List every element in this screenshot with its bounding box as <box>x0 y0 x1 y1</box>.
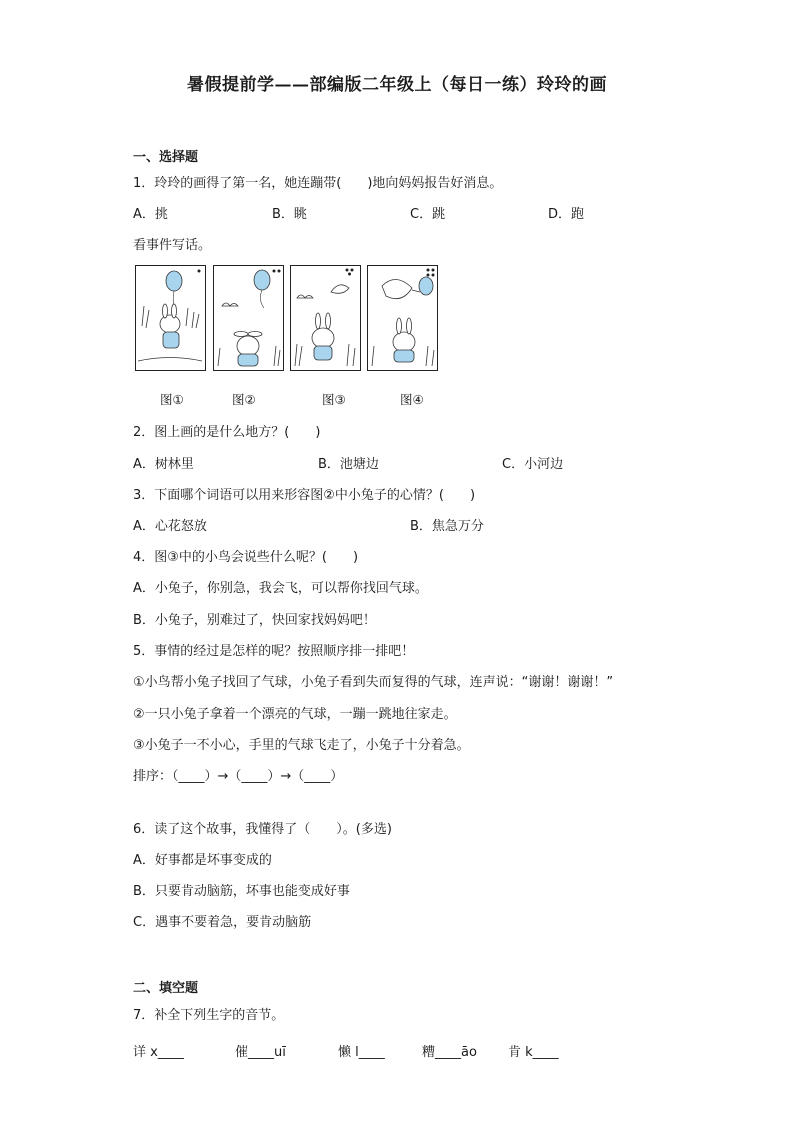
question-3-option-b: B．焦急万分 <box>410 519 484 534</box>
pinyin-blank-2[interactable]: 催____uī <box>235 1045 286 1060</box>
picture-panel-1 <box>135 265 206 371</box>
pinyin-blank-5[interactable]: 肯 k____ <box>508 1045 559 1060</box>
pinyin-blank-1[interactable]: 详 x____ <box>133 1045 184 1060</box>
story-pictures <box>135 265 445 375</box>
picture-panel-4 <box>367 265 438 371</box>
bird-returns-balloon-illustration <box>368 266 436 369</box>
question-6-option-b: B．只要肯动脑筋，坏事也能变成好事 <box>133 884 350 899</box>
picture-panel-3 <box>290 265 361 371</box>
question-1-option-d: D．跑 <box>548 207 585 222</box>
figure-caption-3: 图③ <box>322 392 346 407</box>
question-1-option-a: A．挑 <box>133 207 168 222</box>
question-2-option-c: C．小河边 <box>502 457 564 472</box>
question-1-option-b: B．眺 <box>272 207 307 222</box>
question-6-option-a: A．好事都是坏事变成的 <box>133 853 272 868</box>
question-4-option-b: B．小兔子，别难过了，快回家找妈妈吧！ <box>133 613 376 628</box>
page-title: 暑假提前学——部编版二年级上（每日一练）玲玲的画 <box>187 75 607 95</box>
question-7-stem: 7．补全下列生字的音节。 <box>133 1008 285 1023</box>
picture-panel-2 <box>213 265 284 371</box>
figure-caption-2: 图② <box>232 392 256 407</box>
question-4-option-a: A．小兔子，你别急，我会飞，可以帮你找回气球。 <box>133 581 428 596</box>
pinyin-blank-4[interactable]: 糟____āo <box>422 1045 477 1060</box>
question-2-option-b: B．池塘边 <box>318 457 379 472</box>
balloon-flying-away-illustration <box>214 266 282 369</box>
question-3-stem: 3．下面哪个词语可以用来形容图②中小兔子的心情？( ) <box>133 488 476 503</box>
question-5-item-2: ②一只小兔子拿着一个漂亮的气球，一蹦一跳地往家走。 <box>133 707 457 722</box>
question-2-option-a: A．树林里 <box>133 457 194 472</box>
question-1-stem: 1．玲玲的画得了第一名，她连蹦带( )地向妈妈报告好消息。 <box>133 176 503 191</box>
question-5-order-blanks[interactable]: 排序：（____）→（____）→（____） <box>133 769 344 784</box>
question-6-stem: 6．读了这个故事，我懂得了（ ）。(多选) <box>133 822 392 837</box>
question-5-item-3: ③小兔子一不小心，手里的气球飞走了，小兔子十分着急。 <box>133 738 470 753</box>
story-intro: 看事件写话。 <box>133 238 212 253</box>
question-5-item-1: ①小鸟帮小兔子找回了气球，小兔子看到失而复得的气球，连声说：“谢谢！谢谢！” <box>133 675 614 690</box>
question-3-option-a: A．心花怒放 <box>133 519 207 534</box>
rabbit-with-balloon-illustration <box>136 266 204 369</box>
question-5-stem: 5．事情的经过是怎样的呢？按照顺序排一排吧！ <box>133 644 415 659</box>
section-heading-fill: 二、填空题 <box>133 981 199 996</box>
figure-caption-4: 图④ <box>400 392 424 407</box>
section-heading-choice: 一、选择题 <box>133 150 199 165</box>
question-6-option-c: C．遇事不要着急，要肯动脑筋 <box>133 915 312 930</box>
figure-caption-1: 图① <box>160 392 184 407</box>
question-4-stem: 4．图③中的小鸟会说些什么呢？( ) <box>133 550 359 565</box>
pinyin-blank-3[interactable]: 懒 l____ <box>338 1045 385 1060</box>
question-2-stem: 2．图上画的是什么地方？( ) <box>133 425 321 440</box>
bird-talking-illustration <box>291 266 359 369</box>
question-1-option-c: C．跳 <box>410 207 446 222</box>
